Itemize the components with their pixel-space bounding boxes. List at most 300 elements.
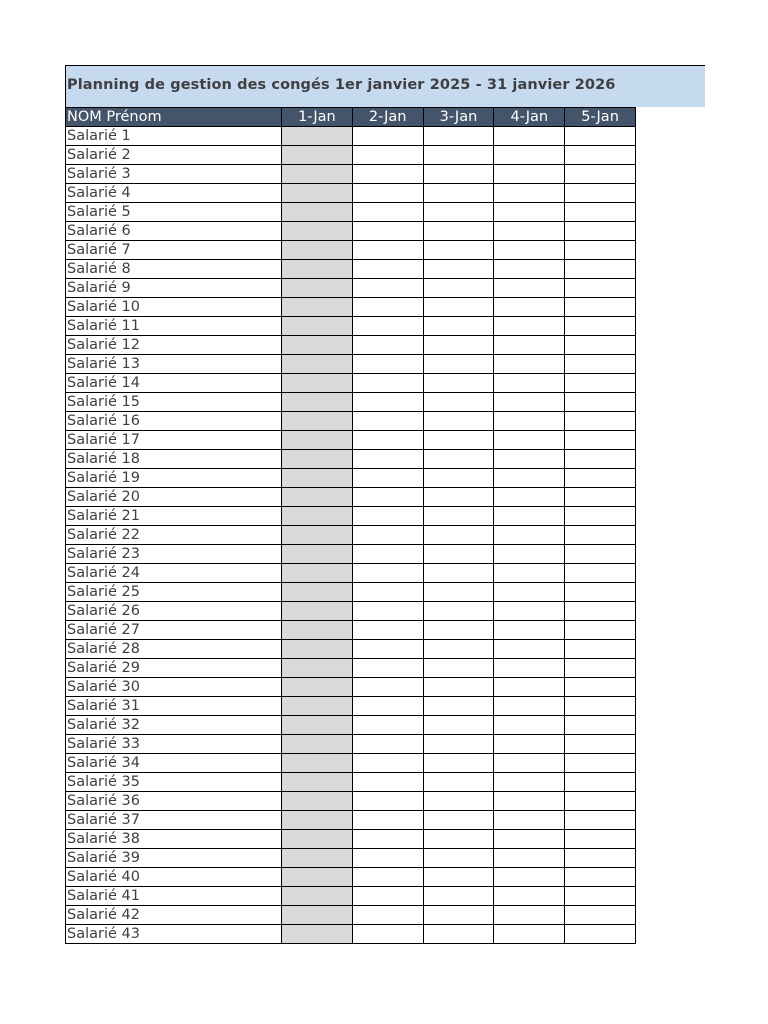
day-cell[interactable] — [352, 925, 423, 944]
day-cell[interactable] — [565, 431, 636, 450]
holiday-day-cell[interactable] — [282, 412, 353, 431]
day-cell[interactable] — [565, 849, 636, 868]
day-cell[interactable] — [423, 336, 494, 355]
day-cell[interactable] — [494, 868, 565, 887]
day-cell[interactable] — [423, 697, 494, 716]
day-cell[interactable] — [494, 241, 565, 260]
day-cell[interactable] — [494, 393, 565, 412]
day-cell[interactable] — [352, 849, 423, 868]
day-cell[interactable] — [565, 412, 636, 431]
employee-name-cell[interactable]: Salarié 1 — [66, 127, 282, 146]
day-cell[interactable] — [565, 374, 636, 393]
holiday-day-cell[interactable] — [282, 697, 353, 716]
day-cell[interactable] — [565, 507, 636, 526]
holiday-day-cell[interactable] — [282, 773, 353, 792]
day-cell[interactable] — [565, 184, 636, 203]
day-cell[interactable] — [565, 488, 636, 507]
holiday-day-cell[interactable] — [282, 868, 353, 887]
day-cell[interactable] — [494, 526, 565, 545]
holiday-day-cell[interactable] — [282, 260, 353, 279]
table-row — [66, 336, 636, 355]
day-cell[interactable] — [423, 621, 494, 640]
day-cell[interactable] — [494, 773, 565, 792]
day-cell[interactable] — [352, 678, 423, 697]
day-cell[interactable] — [565, 697, 636, 716]
table-row — [66, 716, 636, 735]
day-cell[interactable] — [352, 754, 423, 773]
day-cell[interactable] — [565, 830, 636, 849]
day-cell[interactable] — [352, 735, 423, 754]
employee-name-cell[interactable]: Salarié 32 — [66, 716, 282, 735]
day-cell[interactable] — [423, 868, 494, 887]
table-row — [66, 754, 636, 773]
day-cell[interactable] — [565, 241, 636, 260]
holiday-day-cell[interactable] — [282, 640, 353, 659]
day-cell[interactable] — [352, 659, 423, 678]
employee-name-cell[interactable]: Salarié 31 — [66, 697, 282, 716]
day-cell[interactable] — [494, 640, 565, 659]
day-cell[interactable] — [565, 583, 636, 602]
day-cell[interactable] — [494, 678, 565, 697]
day-cell[interactable] — [423, 165, 494, 184]
table-row — [66, 241, 636, 260]
day-cell[interactable] — [494, 469, 565, 488]
day-cell[interactable] — [423, 317, 494, 336]
employee-name-cell[interactable]: Salarié 43 — [66, 925, 282, 944]
day-cell[interactable] — [565, 393, 636, 412]
day-cell[interactable] — [494, 317, 565, 336]
table-row — [66, 507, 636, 526]
day-cell[interactable] — [565, 165, 636, 184]
employee-name-cell[interactable]: Salarié 38 — [66, 830, 282, 849]
holiday-day-cell[interactable] — [282, 146, 353, 165]
day-cell[interactable] — [423, 659, 494, 678]
holiday-day-cell[interactable] — [282, 431, 353, 450]
holiday-day-cell[interactable] — [282, 203, 353, 222]
day-cell[interactable] — [352, 336, 423, 355]
employee-name-cell[interactable]: Salarié 39 — [66, 849, 282, 868]
day-cell[interactable] — [352, 583, 423, 602]
day-cell[interactable] — [565, 336, 636, 355]
day-cell[interactable] — [352, 602, 423, 621]
day-cell[interactable] — [565, 735, 636, 754]
table-row — [66, 659, 636, 678]
holiday-day-cell[interactable] — [282, 393, 353, 412]
table-row — [66, 925, 636, 944]
employee-name-cell[interactable]: Salarié 42 — [66, 906, 282, 925]
day-cell[interactable] — [565, 887, 636, 906]
day-cell[interactable] — [565, 754, 636, 773]
table-row — [66, 146, 636, 165]
day-cell[interactable] — [352, 374, 423, 393]
day-cell[interactable] — [423, 279, 494, 298]
leave-planning-table — [65, 107, 636, 944]
day-cell[interactable] — [565, 659, 636, 678]
day-cell[interactable] — [352, 640, 423, 659]
day-cell[interactable] — [423, 203, 494, 222]
holiday-day-cell[interactable] — [282, 735, 353, 754]
day-cell[interactable] — [423, 640, 494, 659]
day-cell[interactable] — [565, 469, 636, 488]
employee-name-cell[interactable]: Salarié 26 — [66, 602, 282, 621]
holiday-day-cell[interactable] — [282, 127, 353, 146]
day-cell[interactable] — [423, 184, 494, 203]
day-cell[interactable] — [494, 298, 565, 317]
holiday-day-cell[interactable] — [282, 241, 353, 260]
day-cell[interactable] — [352, 203, 423, 222]
day-cell[interactable] — [494, 412, 565, 431]
day-cell[interactable] — [423, 735, 494, 754]
day-cell[interactable] — [565, 317, 636, 336]
table-row — [66, 830, 636, 849]
table-row — [66, 374, 636, 393]
holiday-day-cell[interactable] — [282, 450, 353, 469]
employee-name-cell[interactable]: Salarié 8 — [66, 260, 282, 279]
employee-name-cell[interactable]: Salarié 24 — [66, 564, 282, 583]
day-cell[interactable] — [352, 222, 423, 241]
table-row — [66, 526, 636, 545]
day-cell[interactable] — [494, 621, 565, 640]
day-cell[interactable] — [494, 659, 565, 678]
table-row — [66, 735, 636, 754]
column-header-day[interactable]: 1-Jan — [282, 108, 353, 127]
day-cell[interactable] — [565, 678, 636, 697]
day-cell[interactable] — [494, 735, 565, 754]
page-title: Planning de gestion des congés 1er janvier 2025 - 31 janvier 2026 — [67, 77, 616, 93]
employee-name-cell[interactable]: Salarié 35 — [66, 773, 282, 792]
table-row — [66, 887, 636, 906]
holiday-day-cell[interactable] — [282, 317, 353, 336]
day-cell[interactable] — [494, 716, 565, 735]
day-cell[interactable] — [494, 374, 565, 393]
holiday-day-cell[interactable] — [282, 621, 353, 640]
day-cell[interactable] — [565, 868, 636, 887]
day-cell[interactable] — [423, 450, 494, 469]
day-cell[interactable] — [565, 602, 636, 621]
column-header-day[interactable]: 3-Jan — [423, 108, 494, 127]
column-header-name[interactable]: NOM Prénom — [66, 108, 282, 127]
holiday-day-cell[interactable] — [282, 298, 353, 317]
day-cell[interactable] — [423, 887, 494, 906]
day-cell[interactable] — [352, 716, 423, 735]
day-cell[interactable] — [423, 260, 494, 279]
day-cell[interactable] — [565, 773, 636, 792]
employee-name-cell[interactable]: Salarié 5 — [66, 203, 282, 222]
day-cell[interactable] — [352, 431, 423, 450]
holiday-day-cell[interactable] — [282, 507, 353, 526]
day-cell[interactable] — [423, 811, 494, 830]
holiday-day-cell[interactable] — [282, 279, 353, 298]
day-cell[interactable] — [494, 602, 565, 621]
day-cell[interactable] — [352, 906, 423, 925]
day-cell[interactable] — [352, 830, 423, 849]
holiday-day-cell[interactable] — [282, 811, 353, 830]
day-cell[interactable] — [494, 222, 565, 241]
employee-name-cell[interactable]: Salarié 2 — [66, 146, 282, 165]
employee-name-cell[interactable]: Salarié 12 — [66, 336, 282, 355]
day-cell[interactable] — [423, 374, 494, 393]
day-cell[interactable] — [494, 925, 565, 944]
employee-name-cell[interactable]: Salarié 30 — [66, 678, 282, 697]
day-cell[interactable] — [423, 773, 494, 792]
holiday-day-cell[interactable] — [282, 659, 353, 678]
holiday-day-cell[interactable] — [282, 469, 353, 488]
day-cell[interactable] — [494, 431, 565, 450]
day-cell[interactable] — [352, 298, 423, 317]
day-cell[interactable] — [494, 450, 565, 469]
day-cell[interactable] — [423, 545, 494, 564]
day-cell[interactable] — [494, 887, 565, 906]
table-row — [66, 260, 636, 279]
holiday-day-cell[interactable] — [282, 374, 353, 393]
holiday-day-cell[interactable] — [282, 583, 353, 602]
holiday-day-cell[interactable] — [282, 184, 353, 203]
employee-name-cell[interactable]: Salarié 16 — [66, 412, 282, 431]
day-cell[interactable] — [494, 146, 565, 165]
table-row — [66, 564, 636, 583]
table-row — [66, 127, 636, 146]
day-cell[interactable] — [352, 469, 423, 488]
employee-name-cell[interactable]: Salarié 11 — [66, 317, 282, 336]
holiday-day-cell[interactable] — [282, 602, 353, 621]
employee-name-cell[interactable]: Salarié 34 — [66, 754, 282, 773]
employee-name-cell[interactable]: Salarié 3 — [66, 165, 282, 184]
day-cell[interactable] — [494, 811, 565, 830]
holiday-day-cell[interactable] — [282, 355, 353, 374]
day-cell[interactable] — [565, 526, 636, 545]
employee-name-cell[interactable]: Salarié 41 — [66, 887, 282, 906]
table-row — [66, 602, 636, 621]
employee-name-cell[interactable]: Salarié 13 — [66, 355, 282, 374]
holiday-day-cell[interactable] — [282, 792, 353, 811]
day-cell[interactable] — [494, 260, 565, 279]
employee-name-cell[interactable]: Salarié 40 — [66, 868, 282, 887]
table-row — [66, 545, 636, 564]
day-cell[interactable] — [423, 298, 494, 317]
holiday-day-cell[interactable] — [282, 887, 353, 906]
day-cell[interactable] — [423, 678, 494, 697]
day-cell[interactable] — [565, 298, 636, 317]
day-cell[interactable] — [423, 127, 494, 146]
day-cell[interactable] — [352, 412, 423, 431]
day-cell[interactable] — [494, 507, 565, 526]
employee-name-cell[interactable]: Salarié 21 — [66, 507, 282, 526]
day-cell[interactable] — [494, 203, 565, 222]
employee-name-cell[interactable]: Salarié 7 — [66, 241, 282, 260]
day-cell[interactable] — [423, 431, 494, 450]
day-cell[interactable] — [352, 165, 423, 184]
employee-name-cell[interactable]: Salarié 22 — [66, 526, 282, 545]
day-cell[interactable] — [352, 792, 423, 811]
day-cell[interactable] — [352, 184, 423, 203]
employee-name-cell[interactable]: Salarié 20 — [66, 488, 282, 507]
table-row — [66, 849, 636, 868]
day-cell[interactable] — [565, 545, 636, 564]
day-cell[interactable] — [423, 526, 494, 545]
holiday-day-cell[interactable] — [282, 488, 353, 507]
day-cell[interactable] — [494, 830, 565, 849]
table-row — [66, 184, 636, 203]
day-cell[interactable] — [423, 716, 494, 735]
employee-name-cell[interactable]: Salarié 4 — [66, 184, 282, 203]
table-row — [66, 279, 636, 298]
day-cell[interactable] — [565, 716, 636, 735]
employee-name-cell[interactable]: Salarié 10 — [66, 298, 282, 317]
day-cell[interactable] — [352, 887, 423, 906]
day-cell[interactable] — [352, 355, 423, 374]
day-cell[interactable] — [494, 355, 565, 374]
column-header-day[interactable]: 5-Jan — [565, 108, 636, 127]
day-cell[interactable] — [565, 203, 636, 222]
day-cell[interactable] — [494, 165, 565, 184]
holiday-day-cell[interactable] — [282, 564, 353, 583]
employee-name-cell[interactable]: Salarié 29 — [66, 659, 282, 678]
table-row — [66, 222, 636, 241]
day-cell[interactable] — [423, 222, 494, 241]
day-cell[interactable] — [352, 393, 423, 412]
employee-name-cell[interactable]: Salarié 9 — [66, 279, 282, 298]
table-row — [66, 906, 636, 925]
holiday-day-cell[interactable] — [282, 849, 353, 868]
day-cell[interactable] — [352, 564, 423, 583]
day-cell[interactable] — [565, 450, 636, 469]
day-cell[interactable] — [423, 583, 494, 602]
day-cell[interactable] — [565, 146, 636, 165]
table-row — [66, 583, 636, 602]
table-row — [66, 431, 636, 450]
holiday-day-cell[interactable] — [282, 716, 353, 735]
day-cell[interactable] — [423, 830, 494, 849]
day-cell[interactable] — [423, 906, 494, 925]
day-cell[interactable] — [565, 640, 636, 659]
table-row — [66, 621, 636, 640]
holiday-day-cell[interactable] — [282, 545, 353, 564]
holiday-day-cell[interactable] — [282, 830, 353, 849]
employee-name-cell[interactable]: Salarié 18 — [66, 450, 282, 469]
employee-name-cell[interactable]: Salarié 37 — [66, 811, 282, 830]
holiday-day-cell[interactable] — [282, 222, 353, 241]
day-cell[interactable] — [565, 906, 636, 925]
day-cell[interactable] — [565, 127, 636, 146]
day-cell[interactable] — [494, 279, 565, 298]
day-cell[interactable] — [423, 488, 494, 507]
day-cell[interactable] — [352, 697, 423, 716]
column-header-day[interactable]: 4-Jan — [494, 108, 565, 127]
day-cell[interactable] — [423, 355, 494, 374]
day-cell[interactable] — [352, 811, 423, 830]
day-cell[interactable] — [423, 241, 494, 260]
holiday-day-cell[interactable] — [282, 526, 353, 545]
table-row — [66, 469, 636, 488]
table-row — [66, 317, 636, 336]
day-cell[interactable] — [494, 792, 565, 811]
day-cell[interactable] — [494, 849, 565, 868]
employee-name-cell[interactable]: Salarié 27 — [66, 621, 282, 640]
day-cell[interactable] — [565, 621, 636, 640]
employee-name-cell[interactable]: Salarié 17 — [66, 431, 282, 450]
day-cell[interactable] — [494, 564, 565, 583]
day-cell[interactable] — [494, 545, 565, 564]
day-cell[interactable] — [494, 754, 565, 773]
day-cell[interactable] — [494, 906, 565, 925]
table-row — [66, 488, 636, 507]
holiday-day-cell[interactable] — [282, 906, 353, 925]
day-cell[interactable] — [423, 469, 494, 488]
day-cell[interactable] — [352, 260, 423, 279]
day-cell[interactable] — [423, 849, 494, 868]
employee-name-cell[interactable]: Salarié 36 — [66, 792, 282, 811]
day-cell[interactable] — [352, 127, 423, 146]
employee-name-cell[interactable]: Salarié 6 — [66, 222, 282, 241]
day-cell[interactable] — [352, 507, 423, 526]
day-cell[interactable] — [352, 450, 423, 469]
day-cell[interactable] — [423, 602, 494, 621]
holiday-day-cell[interactable] — [282, 336, 353, 355]
day-cell[interactable] — [565, 279, 636, 298]
holiday-day-cell[interactable] — [282, 165, 353, 184]
day-cell[interactable] — [352, 526, 423, 545]
day-cell[interactable] — [352, 241, 423, 260]
day-cell[interactable] — [565, 222, 636, 241]
holiday-day-cell[interactable] — [282, 678, 353, 697]
day-cell[interactable] — [423, 507, 494, 526]
day-cell[interactable] — [494, 488, 565, 507]
day-cell[interactable] — [352, 146, 423, 165]
day-cell[interactable] — [565, 925, 636, 944]
day-cell[interactable] — [352, 545, 423, 564]
day-cell[interactable] — [565, 792, 636, 811]
day-cell[interactable] — [423, 754, 494, 773]
day-cell[interactable] — [352, 868, 423, 887]
day-cell[interactable] — [352, 488, 423, 507]
day-cell[interactable] — [494, 336, 565, 355]
day-cell[interactable] — [494, 583, 565, 602]
day-cell[interactable] — [565, 811, 636, 830]
employee-name-cell[interactable]: Salarié 14 — [66, 374, 282, 393]
employee-name-cell[interactable]: Salarié 33 — [66, 735, 282, 754]
day-cell[interactable] — [494, 184, 565, 203]
employee-name-cell[interactable]: Salarié 19 — [66, 469, 282, 488]
day-cell[interactable] — [494, 127, 565, 146]
employee-name-cell[interactable]: Salarié 25 — [66, 583, 282, 602]
holiday-day-cell[interactable] — [282, 925, 353, 944]
holiday-day-cell[interactable] — [282, 754, 353, 773]
table-row — [66, 412, 636, 431]
day-cell[interactable] — [423, 146, 494, 165]
day-cell[interactable] — [352, 317, 423, 336]
column-header-day[interactable]: 2-Jan — [352, 108, 423, 127]
day-cell[interactable] — [423, 393, 494, 412]
table-row — [66, 355, 636, 374]
day-cell[interactable] — [423, 792, 494, 811]
table-row — [66, 697, 636, 716]
table-row — [66, 868, 636, 887]
day-cell[interactable] — [494, 697, 565, 716]
day-cell[interactable] — [565, 260, 636, 279]
employee-name-cell[interactable]: Salarié 23 — [66, 545, 282, 564]
day-cell[interactable] — [565, 355, 636, 374]
day-cell[interactable] — [352, 621, 423, 640]
day-cell[interactable] — [423, 412, 494, 431]
day-cell[interactable] — [423, 925, 494, 944]
employee-name-cell[interactable]: Salarié 28 — [66, 640, 282, 659]
day-cell[interactable] — [352, 279, 423, 298]
day-cell[interactable] — [423, 564, 494, 583]
employee-name-cell[interactable]: Salarié 15 — [66, 393, 282, 412]
day-cell[interactable] — [352, 773, 423, 792]
day-cell[interactable] — [565, 564, 636, 583]
table-row — [66, 165, 636, 184]
